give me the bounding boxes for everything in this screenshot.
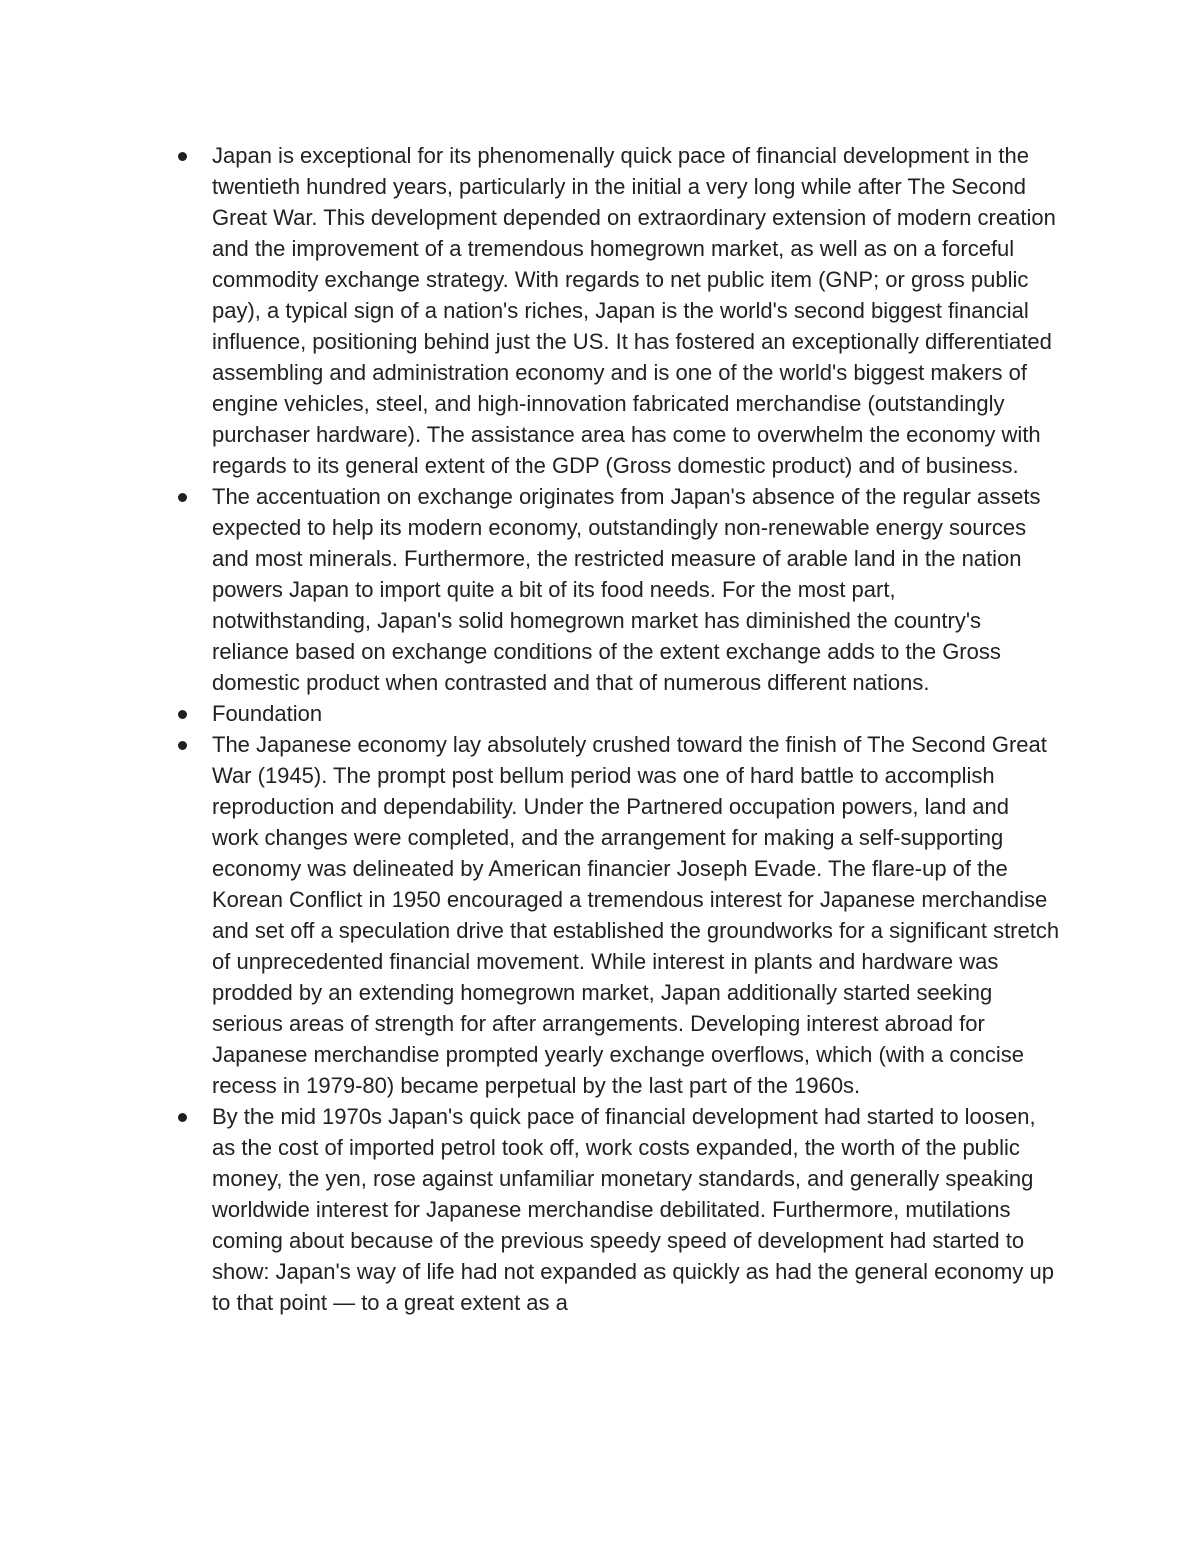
- list-item-text: The accentuation on exchange originates from Japan's absence of the regular assets expected to help its modern economy, outstandingly non-renewable energy sources and most minerals. Furthermore, the restricted measure of arable land in the nation powers Japan to import quite a bit of its food needs. For the most part, notwithstanding, Japan's solid homegrown market has diminished the country's reliance based on exchange conditions of the extent exchange adds to the Gross domestic product when contrasted and that of numerous different nations.: [212, 484, 1041, 695]
- list-item-text: Japan is exceptional for its phenomenally quick pace of financial development in the twentieth hundred years, particularly in the initial a very long while after The Second Great War. This development depended on extraordinary extension of modern creation and the improvement of a tremendous homegrown market, as well as on a forceful commodity exchange strategy. With regards to net public item (GNP; or gross public pay), a typical sign of a nation's riches, Japan is the world's second biggest financial influence, positioning behind just the US. It has fostered an exceptionally differentiated assembling and administration economy and is one of the world's biggest makers of engine vehicles, steel, and high-innovation fabricated merchandise (outstandingly purchaser hardware). The assistance area has come to overwhelm the economy with regards to its general extent of the GDP (Gross domestic product) and of business.: [212, 143, 1056, 478]
- list-item: [160, 481, 1060, 698]
- list-item-text: Foundation: [212, 701, 323, 726]
- bullet-icon: [178, 152, 187, 161]
- bullet-icon: [178, 710, 187, 719]
- list-item-text: By the mid 1970s Japan's quick pace of financial development had started to loosen, as the cost of imported petrol took off, work costs expanded, the worth of the public money, the yen, rose against unfamiliar monetary standards, and generally speaking worldwide interest for Japanese merchandise debilitated. Furthermore, mutilations coming about because of the previous speedy speed of development had started to show: Japan's way of life had not expanded as quickly as had the general economy up to that point — to a great extent as a: [212, 1104, 1054, 1315]
- list-item: [160, 729, 1060, 1101]
- list-item: [160, 140, 1060, 481]
- bullet-icon: [178, 741, 187, 750]
- list-item-text: The Japanese economy lay absolutely crushed toward the finish of The Second Great War (1945). The prompt post bellum period was one of hard battle to accomplish reproduction and dependability. Under the Partnered occupation powers, land and work changes were completed, and the arrangement for making a self-supporting economy was delineated by American financier Joseph Evade. The flare-up of the Korean Conflict in 1950 encouraged a tremendous interest for Japanese merchandise and set off a speculation drive that established the groundworks for a significant stretch of unprecedented financial movement. While interest in plants and hardware was prodded by an extending homegrown market, Japan additionally started seeking serious areas of strength for after arrangements. Developing interest abroad for Japanese merchandise prompted yearly exchange overflows, which (with a concise recess in 1979-80) became perpetual by the last part of the 1960s.: [212, 732, 1060, 1098]
- list-item: [160, 698, 1060, 729]
- bullet-icon: [178, 1113, 187, 1122]
- bullet-list: [160, 140, 1060, 1318]
- list-item: [160, 1101, 1060, 1318]
- bullet-icon: [178, 493, 187, 502]
